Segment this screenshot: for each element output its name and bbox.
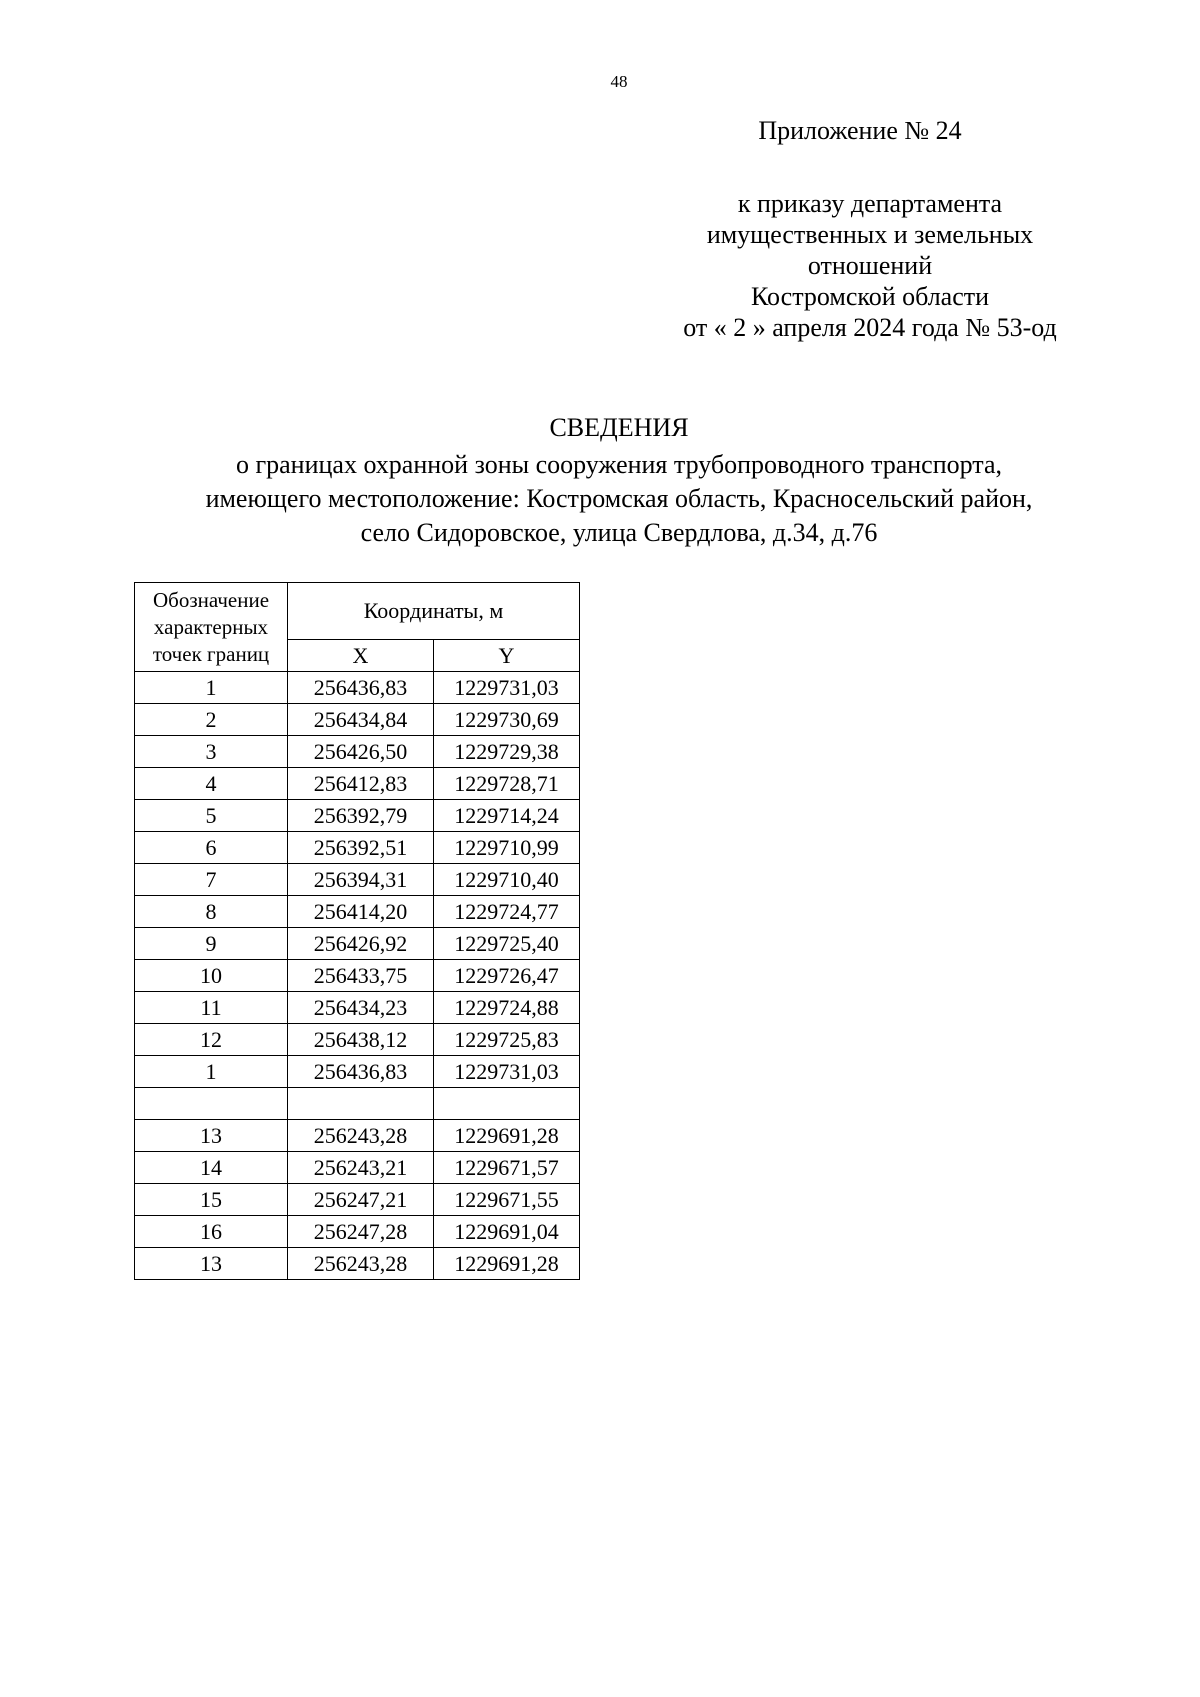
order-reference bbox=[630, 188, 1110, 343]
table-row bbox=[135, 800, 580, 832]
subheading-line: село Сидоровское, улица Свердлова, д.34, д.76 bbox=[360, 518, 878, 547]
y-cell: 1229725,83 bbox=[434, 1024, 580, 1056]
y-cell: 1229729,38 bbox=[434, 736, 580, 768]
x-cell: 256392,79 bbox=[288, 800, 434, 832]
y-cell: 1229731,03 bbox=[434, 672, 580, 704]
y-cell: 1229691,28 bbox=[434, 1248, 580, 1280]
point-cell: 16 bbox=[135, 1216, 288, 1248]
header-line: характерных bbox=[153, 614, 269, 639]
x-column-header: X bbox=[288, 640, 434, 672]
table-row bbox=[135, 896, 580, 928]
point-cell: 13 bbox=[135, 1248, 288, 1280]
y-cell: 1229671,55 bbox=[434, 1184, 580, 1216]
table-header-row bbox=[135, 583, 580, 640]
table-row bbox=[135, 1216, 580, 1248]
coordinates-table bbox=[134, 582, 580, 1280]
x-cell: 256433,75 bbox=[288, 960, 434, 992]
table-row bbox=[135, 1056, 580, 1088]
point-cell: 8 bbox=[135, 896, 288, 928]
subheading-line: о границах охранной зоны сооружения трубопроводного транспорта, bbox=[235, 450, 1003, 479]
y-cell: 1229691,28 bbox=[434, 1120, 580, 1152]
table-row bbox=[135, 704, 580, 736]
y-column-header: Y bbox=[434, 640, 580, 672]
x-cell: 256434,84 bbox=[288, 704, 434, 736]
point-cell: 3 bbox=[135, 736, 288, 768]
point-cell: 11 bbox=[135, 992, 288, 1024]
table-row bbox=[135, 832, 580, 864]
point-cell: 6 bbox=[135, 832, 288, 864]
document-subheading bbox=[0, 448, 1200, 550]
coordinates-header: Координаты, м bbox=[288, 583, 580, 640]
x-cell: 256426,92 bbox=[288, 928, 434, 960]
x-cell: 256438,12 bbox=[288, 1024, 434, 1056]
y-cell: 1229726,47 bbox=[434, 960, 580, 992]
header-line: точек границ bbox=[152, 641, 270, 666]
table-row bbox=[135, 1184, 580, 1216]
order-line: имущественных и земельных bbox=[706, 220, 1034, 249]
x-cell: 256247,28 bbox=[288, 1216, 434, 1248]
order-line: к приказу департамента bbox=[737, 189, 1003, 218]
x-cell: 256392,51 bbox=[288, 832, 434, 864]
table-row bbox=[135, 672, 580, 704]
x-cell: 256243,28 bbox=[288, 1120, 434, 1152]
point-cell: 13 bbox=[135, 1120, 288, 1152]
point-cell: 7 bbox=[135, 864, 288, 896]
order-line: Костромской области bbox=[750, 282, 990, 311]
x-cell: 256426,50 bbox=[288, 736, 434, 768]
table-row bbox=[135, 768, 580, 800]
point-cell: 4 bbox=[135, 768, 288, 800]
page-number: 48 bbox=[610, 72, 628, 91]
y-cell: 1229724,88 bbox=[434, 992, 580, 1024]
point-cell bbox=[135, 1088, 288, 1120]
table-row bbox=[135, 1152, 580, 1184]
x-cell bbox=[288, 1088, 434, 1120]
header-line: Обозначение bbox=[152, 587, 270, 612]
point-cell: 10 bbox=[135, 960, 288, 992]
y-cell: 1229724,77 bbox=[434, 896, 580, 928]
x-cell: 256394,31 bbox=[288, 864, 434, 896]
x-cell: 256414,20 bbox=[288, 896, 434, 928]
y-cell: 1229730,69 bbox=[434, 704, 580, 736]
y-cell: 1229725,40 bbox=[434, 928, 580, 960]
x-cell: 256436,83 bbox=[288, 672, 434, 704]
table-row bbox=[135, 960, 580, 992]
x-cell: 256243,28 bbox=[288, 1248, 434, 1280]
x-cell: 256436,83 bbox=[288, 1056, 434, 1088]
point-column-header bbox=[135, 583, 288, 672]
y-cell: 1229728,71 bbox=[434, 768, 580, 800]
y-cell: 1229714,24 bbox=[434, 800, 580, 832]
table-row bbox=[135, 992, 580, 1024]
table-row bbox=[135, 736, 580, 768]
point-cell: 2 bbox=[135, 704, 288, 736]
x-cell: 256243,21 bbox=[288, 1152, 434, 1184]
y-cell: 1229731,03 bbox=[434, 1056, 580, 1088]
table-row bbox=[135, 1088, 580, 1120]
y-cell: 1229671,57 bbox=[434, 1152, 580, 1184]
appendix-title: Приложение № 24 bbox=[758, 116, 962, 145]
x-cell: 256412,83 bbox=[288, 768, 434, 800]
x-cell: 256434,23 bbox=[288, 992, 434, 1024]
table-row bbox=[135, 928, 580, 960]
subheading-line: имеющего местоположение: Костромская область, Красносельский район, bbox=[205, 484, 1033, 513]
point-cell: 9 bbox=[135, 928, 288, 960]
order-line: отношений bbox=[807, 251, 933, 280]
point-cell: 15 bbox=[135, 1184, 288, 1216]
point-cell: 1 bbox=[135, 1056, 288, 1088]
table-row bbox=[135, 1248, 580, 1280]
point-cell: 5 bbox=[135, 800, 288, 832]
table-row bbox=[135, 1120, 580, 1152]
table-row bbox=[135, 864, 580, 896]
point-cell: 12 bbox=[135, 1024, 288, 1056]
y-cell: 1229710,40 bbox=[434, 864, 580, 896]
table-row bbox=[135, 1024, 580, 1056]
order-line: от « 2 » апреля 2024 года № 53-од bbox=[683, 313, 1057, 342]
point-cell: 14 bbox=[135, 1152, 288, 1184]
x-cell: 256247,21 bbox=[288, 1184, 434, 1216]
y-cell: 1229710,99 bbox=[434, 832, 580, 864]
point-cell: 1 bbox=[135, 672, 288, 704]
y-cell bbox=[434, 1088, 580, 1120]
document-heading: СВЕДЕНИЯ bbox=[549, 413, 689, 442]
y-cell: 1229691,04 bbox=[434, 1216, 580, 1248]
